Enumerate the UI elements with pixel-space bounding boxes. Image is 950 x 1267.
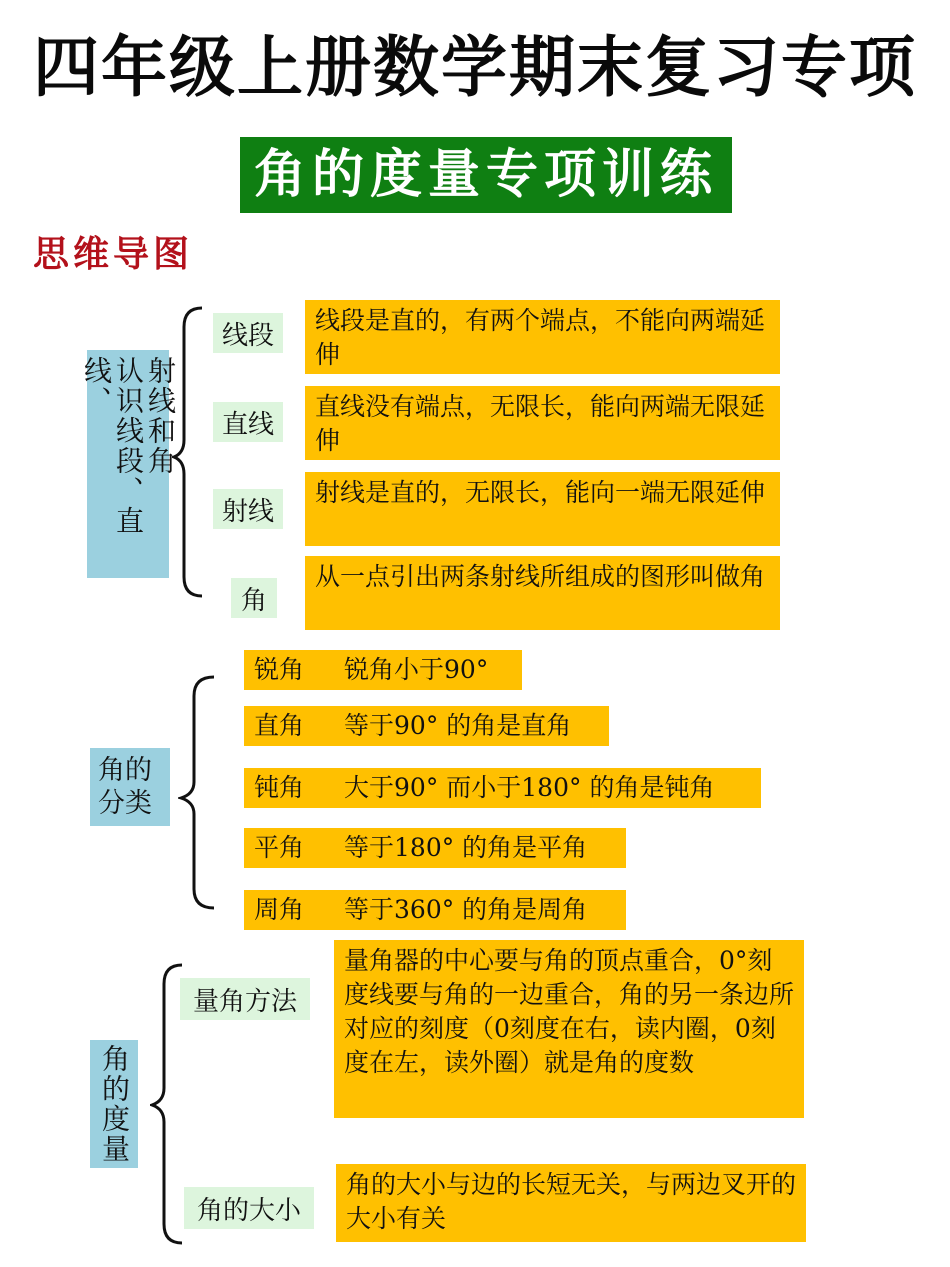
subtitle-banner: 角的度量专项训练 [240,137,732,213]
topic-classify-text: 角的分类 [98,755,152,819]
desc-straight-angle: 等于180° 的角是平角 [344,833,588,862]
topic-measure-text: 角的度量 [98,1044,131,1164]
term-line-segment: 线段 [213,313,283,353]
desc-measuring-method: 量角器的中心要与角的顶点重合，0°刻度线要与角的一边重合，角的另一条边所对应的刻度（0刻度在右，读内圈，0刻度在左，读外圈）就是角的度数 [334,940,804,1118]
desc-obtuse-angle: 大于90° 而小于180° 的角是钝角 [344,773,715,802]
brace-lines [172,305,212,600]
row-full-angle [244,890,626,930]
term-full-angle: 周角 [254,895,305,924]
topic-lines-col-1: 射线和角 [144,356,177,476]
topic-angle-measurement [90,1040,138,1168]
row-acute-angle [244,650,522,690]
term-measuring-method: 量角方法 [180,978,310,1020]
term-acute-angle: 锐角 [254,655,305,684]
row-obtuse-angle [244,768,761,808]
desc-right-angle: 等于90° 的角是直角 [344,711,572,740]
row-straight-angle [244,828,626,868]
desc-angle: 从一点引出两条射线所组成的图形叫做角 [305,556,780,630]
term-ray: 射线 [213,489,283,529]
desc-line-segment: 线段是直的，有两个端点，不能向两端延伸 [305,300,780,374]
topic-lines-rays-angles [80,350,177,578]
term-obtuse-angle: 钝角 [254,773,305,802]
desc-ray: 射线是直的，无限长，能向一端无限延伸 [305,472,780,546]
term-angle-size: 角的大小 [184,1187,314,1229]
desc-acute-angle: 锐角小于90° [344,655,489,684]
mindmap-label: 思维导图 [33,234,194,275]
term-angle: 角 [231,578,277,618]
term-straight-line: 直线 [213,402,283,442]
topic-lines-col-2: 认识线段、直线、 [80,356,145,536]
page-title: 四年级上册数学期末复习专项 [33,29,917,106]
term-right-angle: 直角 [254,711,305,740]
desc-straight-line: 直线没有端点，无限长，能向两端无限延伸 [305,386,780,460]
row-right-angle [244,706,609,746]
topic-angle-classification [90,748,170,826]
brace-classify [178,674,218,914]
term-straight-angle: 平角 [254,833,305,862]
desc-angle-size: 角的大小与边的长短无关，与两边叉开的大小有关 [336,1164,806,1242]
desc-full-angle: 等于360° 的角是周角 [344,895,588,924]
